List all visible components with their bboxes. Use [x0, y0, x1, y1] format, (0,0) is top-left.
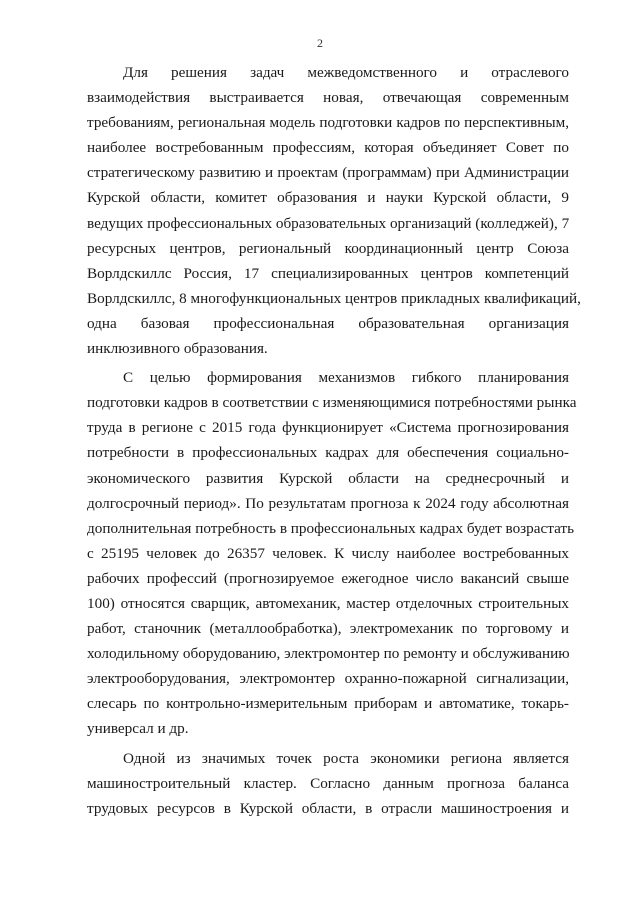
text-line: труда в регионе с 2015 года функционирует «Система прогнозирования [87, 419, 569, 437]
text-line: 100) относятся сварщик, автомеханик, мастер отделочных строительных [87, 594, 569, 612]
text-line: рабочих профессий (прогнозируемое ежегодное число вакансий свыше [87, 569, 569, 587]
text-line: трудовых ресурсов в Курской области, в отрасли машиностроения и [87, 799, 569, 817]
text-line: взаимодействия выстраивается новая, отвечающая современным [87, 89, 569, 107]
text-line: долгосрочный период». По результатам прогноза к 2024 году абсолютная [87, 494, 569, 512]
text-line: С целью формирования механизмов гибкого планирования [123, 369, 569, 387]
text-line: экономического развития Курской области на среднесрочный и [87, 469, 569, 487]
text-line: ведущих профессиональных образовательных организаций (колледжей), 7 [87, 214, 570, 232]
text-line: с 25195 человек до 26357 человек. К числу наиболее востребованных [87, 544, 569, 562]
text-line: одна базовая профессиональная образовательная организация [87, 314, 569, 332]
text-line: дополнительная потребность в профессиональных кадрах будет возрастать [87, 519, 574, 537]
text-line: инклюзивного образования. [87, 340, 268, 358]
text-line: ресурсных центров, региональный координационный центр Союза [87, 239, 569, 257]
text-line: стратегическому развитию и проектам (программам) при Администрации [87, 164, 569, 182]
text-line: холодильному оборудованию, электромонтер по ремонту и обслуживанию [87, 645, 570, 663]
paragraph-2 [87, 365, 577, 741]
text-line: Курской области, комитет образования и науки Курской области, 9 [87, 189, 569, 207]
text-line: слесарь по контрольно-измерительным приборам и автоматике, токарь- [87, 695, 569, 713]
paragraph-1 [87, 60, 581, 361]
text-line: работ, станочник (металлообработка), электромеханик по торговому и [87, 620, 569, 638]
text-line: Ворлдскиллс Россия, 17 специализированных центров компетенций [87, 264, 569, 282]
text-line: Одной из значимых точек роста экономики региона является [123, 749, 569, 767]
text-line: наиболее востребованным профессиям, которая объединяет Совет по [87, 139, 569, 157]
text-line: потребности в профессиональных кадрах для обеспечения социально- [87, 444, 569, 462]
text-line: требованиям, региональная модель подготовки кадров по перспективным, [87, 114, 569, 132]
text-line: электрооборудования, электромонтер охранно-пожарной сигнализации, [87, 670, 569, 688]
paragraph-3 [87, 746, 569, 821]
text-line: машиностроительный кластер. Согласно данным прогноза баланса [87, 774, 569, 792]
text-line: Для решения задач межведомственного и отраслевого [123, 64, 569, 81]
text-line: универсал и др. [87, 720, 189, 738]
page-number: 2 [317, 36, 323, 50]
document-body [87, 60, 581, 821]
text-line: подготовки кадров в соответствии с изменяющимися потребностями рынка [87, 394, 577, 412]
text-line: Ворлдскиллс, 8 многофункциональных центров прикладных квалификаций, [87, 289, 581, 307]
